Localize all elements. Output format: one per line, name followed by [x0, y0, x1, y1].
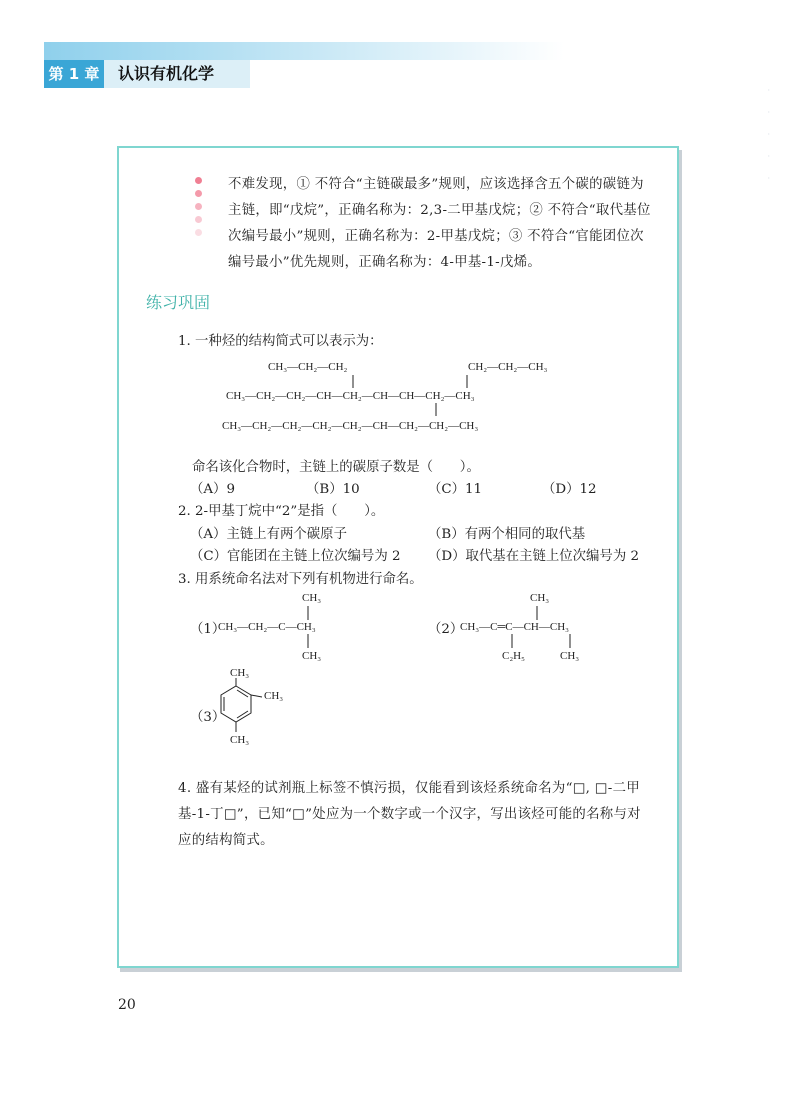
page-number: 20 [118, 997, 136, 1013]
q1-formula-row2: CH₃—CH₂—CH₂—CH—CH₂—CH—CH—CH₂—CH₃ [226, 390, 475, 402]
q1-formula-row1-right: CH₂—CH₂—CH₃ [468, 361, 548, 373]
intro-paragraph: 不难发现，① 不符合“主链碳最多”规则，应该选择含五个碳的碳链为主链，即“戊烷”，正确名称为：2,3-二甲基戊烷；② 不符合“取代基位次编号最小”规则，正确名称为：2-甲基戊烷；③ 不符合“官能团位次编号最小”优先规则，正确名称为：4-甲基-1-戊烯。 [228, 177, 651, 270]
q2-option-c: （C）官能团在主链上位次编号为 2 [190, 549, 401, 564]
q1-formula-row3: CH₃—CH₂—CH₂—CH₂—CH₂—CH—CH₂—CH₂—CH₃ [222, 420, 479, 432]
q1-question: 命名该化合物时，主链上的碳原子数是（ ）。 [192, 460, 480, 475]
q3-s1-main: CH₃—CH₂—C—CH₃ [218, 621, 316, 633]
benzene-ring [221, 686, 251, 722]
chapter-tab: 第 1 章 [44, 60, 104, 88]
q1-option-c: （C）11 [428, 482, 483, 497]
q3-s2-bottom-right: CH₃ [560, 650, 580, 662]
q1-option-b: （B）10 [306, 482, 360, 497]
q2-option-a: （A）主链上有两个碳原子 [190, 527, 347, 542]
q3-stem: 3. 用系统命名法对下列有机物进行命名。 [178, 572, 423, 587]
q3-s2-main: CH₃—C═C—CH—CH₃ [460, 621, 569, 633]
q2-option-d: （D）取代基在主链上位次编号为 2 [428, 549, 639, 564]
q1-formula-row1-left: CH₃—CH₂—CH₂ [268, 361, 348, 373]
q3-s2-bottom-left: C₂H₅ [502, 650, 525, 662]
bond-line [251, 695, 262, 697]
q1-stem: 1. 一种烃的结构简式可以表示为： [178, 334, 383, 349]
section-title: 练习巩固 [146, 293, 211, 312]
q2-option-b: （B）有两个相同的取代基 [428, 527, 586, 542]
q1-option-a: （A）9 [190, 482, 235, 497]
q3-s1-bottom: CH₃ [302, 650, 322, 662]
ring-double-bond [237, 711, 248, 718]
edge-decoration: · · · · · [767, 86, 770, 183]
q3-s3-top: CH₃ [230, 667, 250, 679]
q3-s3-right: CH₃ [264, 690, 284, 702]
q3-s2-label: （2） [428, 622, 464, 637]
q1-option-d: （D）12 [542, 482, 597, 497]
ring-double-bond [237, 690, 248, 697]
q3-s1-top: CH₃ [302, 592, 322, 604]
q3-s3-label: （3） [190, 710, 226, 725]
q2-stem: 2. 2-甲基丁烷中“2”是指（ ）。 [178, 504, 385, 519]
q3-s1-label: （1） [190, 622, 226, 637]
q3-s3-bottom: CH₃ [230, 734, 250, 746]
q4-text: 4. 盛有某烃的试剂瓶上标签不慎污损，仅能看到该烃系统命名为“□, □-二甲基-1-丁□”，已知“□”处应为一个数字或一个汉字，写出该烃可能的名称与对应的结构简式。 [178, 781, 641, 848]
chapter-title: 认识有机化学 [104, 60, 250, 88]
q3-s2-top: CH₃ [530, 592, 550, 604]
